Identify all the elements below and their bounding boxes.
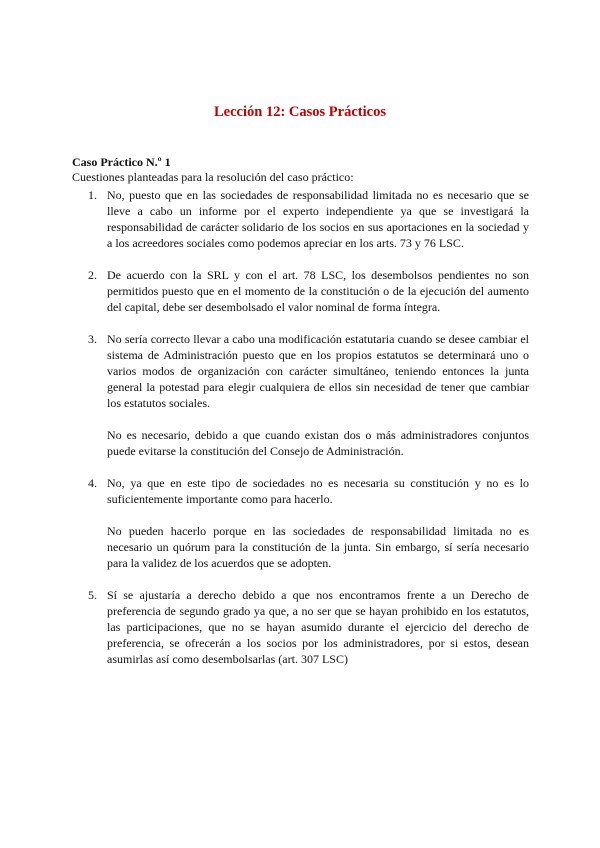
answer-number: 1. bbox=[88, 188, 97, 202]
case-intro: Cuestiones planteadas para la resolución del caso práctico: bbox=[72, 170, 354, 184]
answer-number: 3. bbox=[88, 332, 97, 346]
document-title: Lección 12: Casos Prácticos bbox=[214, 104, 386, 120]
answer-5 bbox=[72, 587, 529, 667]
answer-1 bbox=[72, 187, 529, 251]
case-heading: Caso Práctico N.º 1 bbox=[72, 155, 171, 169]
answer-paragraph: No es necesario, debido a que cuando existan dos o más administradores conjuntos puede evitarse la constitución del Consejo de Administración. bbox=[107, 428, 529, 458]
answer-paragraph: Sí se ajustaría a derecho debido a que nos encontramos frente a un Derecho de preferencia de segundo grado ya que, a no ser que se hayan prohibido en los estatutos, las participaciones, que no se hayan asumido durante el ejercicio del derecho de preferencia, se ofrecerán a los socios por los administradores, por si estos, desean asumirlas así como desembolsarlas (art. 307 LSC) bbox=[107, 588, 529, 666]
answer-paragraph: De acuerdo con la SRL y con el art. 78 LSC, los desembolsos pendientes no son permitidos puesto que en el momento de la constitución o de la ejecución del aumento del capital, debe ser desembolsado el valor nominal de forma íntegra. bbox=[107, 268, 529, 314]
answer-4 bbox=[72, 475, 529, 571]
answer-paragraph: No sería correcto llevar a cabo una modificación estatutaria cuando se desee cambiar el sistema de Administración puesto que en los propios estatutos se determinará uno o varios modos de organización con carácter simultáneo, teniendo entonces la junta general la potestad para elegir cualquiera de ellos sin necesidad de tener que cambiar los estatutos sociales. bbox=[107, 332, 529, 410]
answer-number: 4. bbox=[88, 476, 97, 490]
answer-paragraph: No, puesto que en las sociedades de responsabilidad limitada no es necesario que se lleve a cabo un informe por el experto independiente ya que se investigará la responsabilidad de carácter solidario de los socios en sus aportaciones en la sociedad y a los acreedores sociales como podemos apreciar en los arts. 73 y 76 LSC. bbox=[107, 188, 529, 250]
answer-3 bbox=[72, 331, 529, 459]
answer-2 bbox=[72, 267, 529, 315]
answer-paragraph: No, ya que en este tipo de sociedades no es necesaria su constitución y no es lo suficientemente importante como para hacerlo. bbox=[107, 476, 529, 506]
answer-number: 5. bbox=[88, 588, 97, 602]
answer-paragraph: No pueden hacerlo porque en las sociedades de responsabilidad limitada no es necesario un quórum para la constitución de la junta. Sin embargo, sí sería necesario para la validez de los acuerdos que se adopten. bbox=[107, 524, 529, 570]
answers-list bbox=[72, 187, 529, 667]
answer-number: 2. bbox=[88, 268, 97, 282]
